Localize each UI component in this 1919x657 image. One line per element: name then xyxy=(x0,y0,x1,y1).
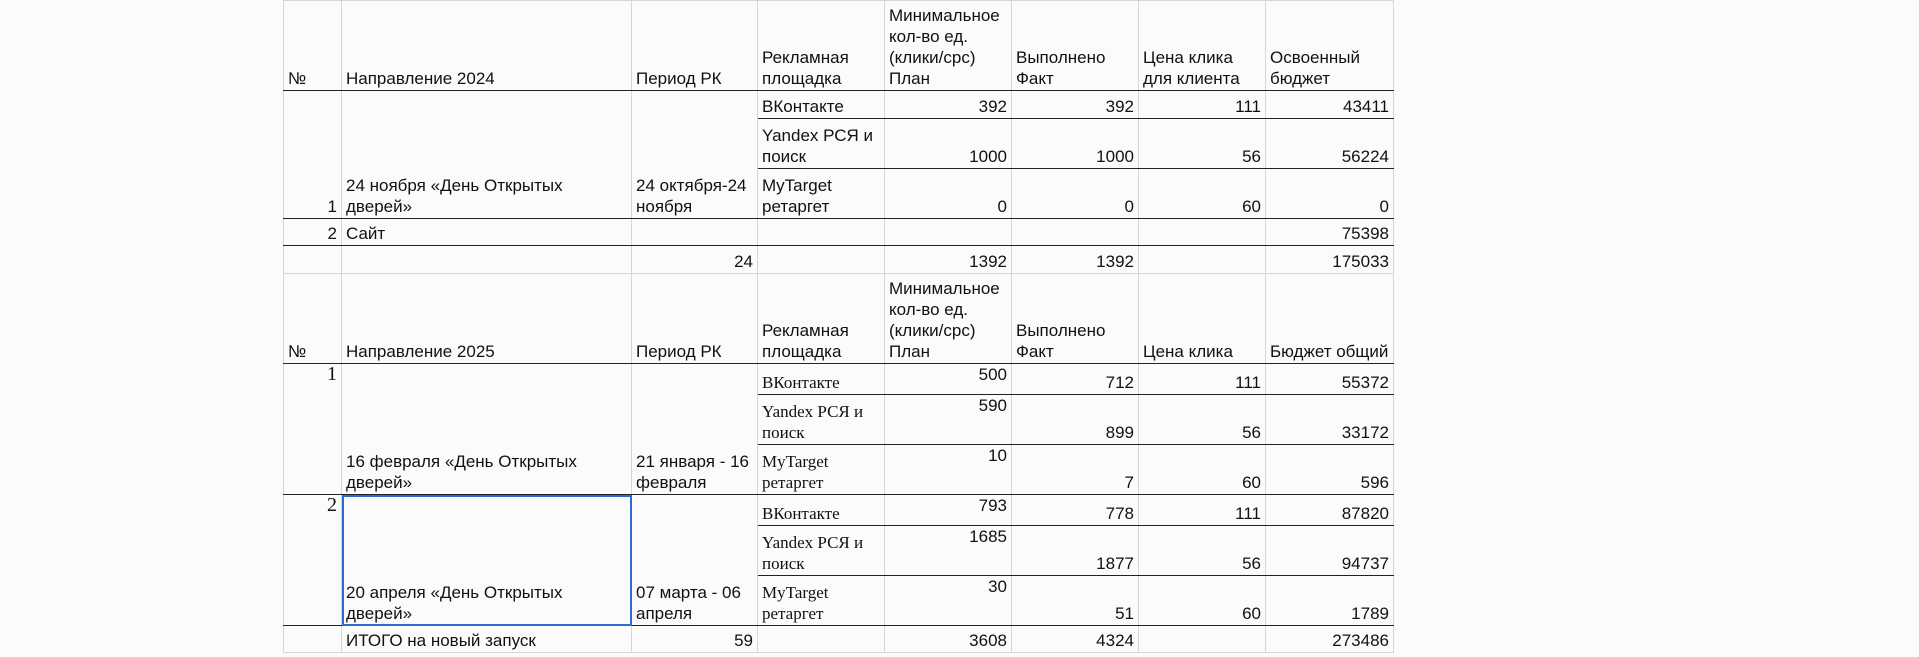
platform-cell[interactable]: MyTarget ретаргет xyxy=(758,169,885,219)
platform-cell[interactable]: ВКонтакте xyxy=(758,495,885,526)
price-cell[interactable]: 111 xyxy=(1139,91,1266,119)
plan-cell[interactable]: 0 xyxy=(885,169,1012,219)
empty-cell[interactable] xyxy=(284,246,342,274)
plan-cell[interactable]: 793 xyxy=(885,495,1012,526)
price-cell[interactable]: 56 xyxy=(1139,119,1266,169)
budget-cell[interactable]: 1789 xyxy=(1266,576,1394,626)
budget-cell[interactable]: 87820 xyxy=(1266,495,1394,526)
header-row-2024 xyxy=(284,1,1394,91)
header-direction[interactable]: Направление 2024 xyxy=(342,1,632,91)
fact-cell[interactable]: 51 xyxy=(1012,576,1139,626)
price-cell[interactable]: 111 xyxy=(1139,495,1266,526)
total-fact[interactable]: 1392 xyxy=(1012,246,1139,274)
header-min-units[interactable]: Минимальное кол-во ед. (клики/срс) План xyxy=(885,1,1012,91)
header-period[interactable]: Период РК xyxy=(632,1,758,91)
row-direction[interactable]: 16 февраля «День Открытых дверей» xyxy=(342,364,632,495)
header-period[interactable]: Период РК xyxy=(632,274,758,364)
table-row xyxy=(284,91,1394,119)
fact-cell[interactable]: 899 xyxy=(1012,395,1139,445)
budget-cell[interactable]: 0 xyxy=(1266,169,1394,219)
platform-cell[interactable]: ВКонтакте xyxy=(758,91,885,119)
header-budget[interactable]: Бюджет общий xyxy=(1266,274,1394,364)
platform-cell[interactable]: Yandex РСЯ и поиск xyxy=(758,395,885,445)
budget-cell[interactable]: 596 xyxy=(1266,445,1394,495)
table-row xyxy=(284,364,1394,395)
empty-cell[interactable] xyxy=(1139,246,1266,274)
plan-cell[interactable]: 10 xyxy=(885,445,1012,495)
fact-cell[interactable]: 712 xyxy=(1012,364,1139,395)
plan-cell[interactable]: 1685 xyxy=(885,526,1012,576)
total-plan[interactable]: 1392 xyxy=(885,246,1012,274)
empty-cell[interactable] xyxy=(284,626,342,653)
header-budget[interactable]: Освоенный бюджет xyxy=(1266,1,1394,91)
row-num[interactable]: 1 xyxy=(284,364,342,495)
budget-cell[interactable]: 55372 xyxy=(1266,364,1394,395)
plan-cell[interactable]: 590 xyxy=(885,395,1012,445)
campaign-table xyxy=(283,0,1394,653)
row-period[interactable]: 07 марта - 06 апреля xyxy=(632,495,758,626)
header-num[interactable]: № xyxy=(284,274,342,364)
empty-cell[interactable] xyxy=(1139,219,1266,246)
total-row-2025 xyxy=(284,626,1394,653)
price-cell[interactable]: 60 xyxy=(1139,169,1266,219)
platform-cell[interactable]: Yandex РСЯ и поиск xyxy=(758,119,885,169)
total-budget[interactable]: 273486 xyxy=(1266,626,1394,653)
header-direction[interactable]: Направление 2025 xyxy=(342,274,632,364)
budget-cell[interactable]: 75398 xyxy=(1266,219,1394,246)
empty-cell[interactable] xyxy=(632,219,758,246)
budget-cell[interactable]: 33172 xyxy=(1266,395,1394,445)
budget-cell[interactable]: 43411 xyxy=(1266,91,1394,119)
total-period[interactable]: 59 xyxy=(632,626,758,653)
header-click-price[interactable]: Цена клика для клиента xyxy=(1139,1,1266,91)
platform-cell[interactable]: MyTarget ретаргет xyxy=(758,445,885,495)
empty-cell[interactable] xyxy=(758,626,885,653)
platform-cell[interactable]: ВКонтакте xyxy=(758,364,885,395)
empty-cell[interactable] xyxy=(1012,219,1139,246)
plan-cell[interactable]: 392 xyxy=(885,91,1012,119)
platform-cell[interactable]: Yandex РСЯ и поиск xyxy=(758,526,885,576)
header-row-2025 xyxy=(284,274,1394,364)
total-plan[interactable]: 3608 xyxy=(885,626,1012,653)
price-cell[interactable]: 56 xyxy=(1139,395,1266,445)
fact-cell[interactable]: 0 xyxy=(1012,169,1139,219)
empty-cell[interactable] xyxy=(342,246,632,274)
fact-cell[interactable]: 1000 xyxy=(1012,119,1139,169)
fact-cell[interactable]: 1877 xyxy=(1012,526,1139,576)
row-direction[interactable]: Сайт xyxy=(342,219,632,246)
platform-cell[interactable]: MyTarget ретаргет xyxy=(758,576,885,626)
row-period[interactable]: 21 января - 16 февраля xyxy=(632,364,758,495)
header-click-price[interactable]: Цена клика xyxy=(1139,274,1266,364)
header-done[interactable]: Выполнено Факт xyxy=(1012,274,1139,364)
row-period[interactable]: 24 октября-24 ноября xyxy=(632,91,758,219)
total-fact[interactable]: 4324 xyxy=(1012,626,1139,653)
plan-cell[interactable]: 1000 xyxy=(885,119,1012,169)
spreadsheet xyxy=(283,0,1394,653)
header-num[interactable]: № xyxy=(284,1,342,91)
header-platform[interactable]: Рекламная площадка xyxy=(758,1,885,91)
row-direction[interactable]: 24 ноября «День Открытых дверей» xyxy=(342,91,632,219)
empty-cell[interactable] xyxy=(758,219,885,246)
total-row-2024 xyxy=(284,246,1394,274)
table-row xyxy=(284,219,1394,246)
empty-cell[interactable] xyxy=(1139,626,1266,653)
row-num[interactable]: 1 xyxy=(284,91,342,219)
fact-cell[interactable]: 7 xyxy=(1012,445,1139,495)
budget-cell[interactable]: 56224 xyxy=(1266,119,1394,169)
total-period[interactable]: 24 xyxy=(632,246,758,274)
table-row xyxy=(284,495,1394,526)
price-cell[interactable]: 60 xyxy=(1139,576,1266,626)
fact-cell[interactable]: 392 xyxy=(1012,91,1139,119)
plan-cell[interactable]: 500 xyxy=(885,364,1012,395)
plan-cell[interactable]: 30 xyxy=(885,576,1012,626)
header-done[interactable]: Выполнено Факт xyxy=(1012,1,1139,91)
price-cell[interactable]: 111 xyxy=(1139,364,1266,395)
price-cell[interactable]: 56 xyxy=(1139,526,1266,576)
row-num[interactable]: 2 xyxy=(284,219,342,246)
total-budget[interactable]: 175033 xyxy=(1266,246,1394,274)
price-cell[interactable]: 60 xyxy=(1139,445,1266,495)
empty-cell[interactable] xyxy=(885,219,1012,246)
total-label[interactable]: ИТОГО на новый запуск xyxy=(342,626,632,653)
row-direction-selected[interactable]: 20 апреля «День Открытых дверей» xyxy=(342,495,632,626)
fact-cell[interactable]: 778 xyxy=(1012,495,1139,526)
budget-cell[interactable]: 94737 xyxy=(1266,526,1394,576)
empty-cell[interactable] xyxy=(758,246,885,274)
header-min-units[interactable]: Минимальное кол-во ед. (клики/срс) План xyxy=(885,274,1012,364)
row-num[interactable]: 2 xyxy=(284,495,342,626)
header-platform[interactable]: Рекламная площадка xyxy=(758,274,885,364)
